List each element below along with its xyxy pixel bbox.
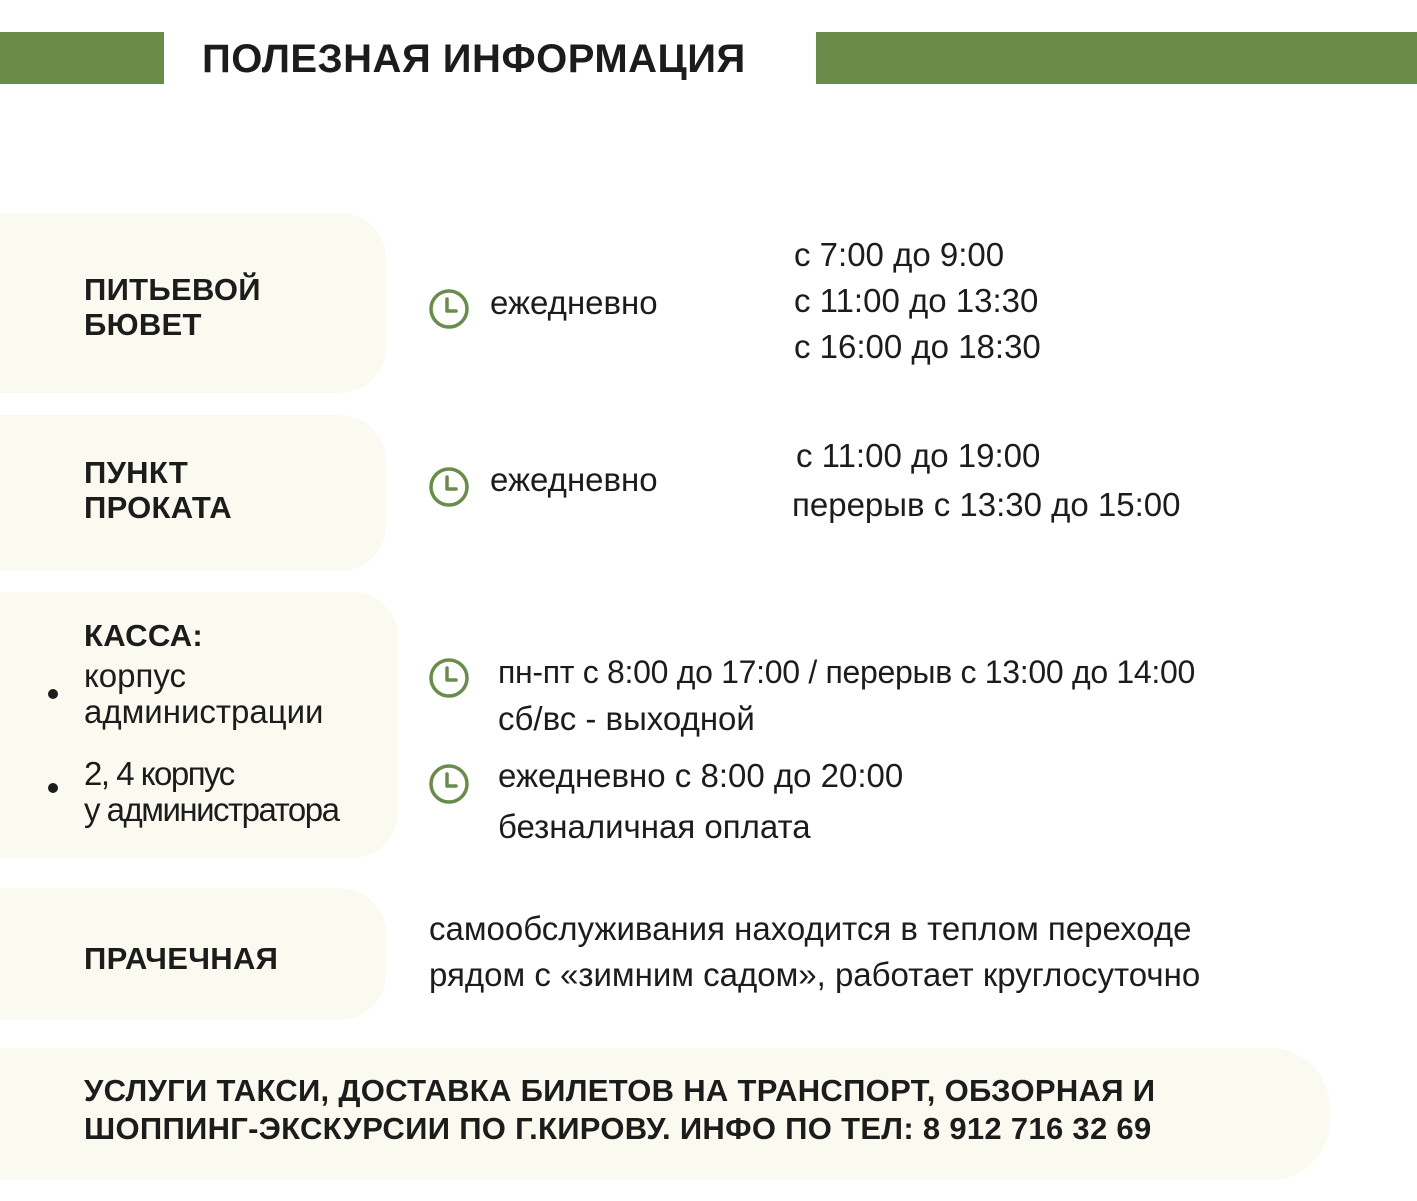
- bullet: [48, 689, 58, 699]
- fountain-time-1: с 7:00 до 9:00: [794, 236, 1005, 273]
- fountain-label-line1: ПИТЬЕВОЙ: [84, 272, 261, 307]
- laundry-text-line2: рядом с «зимним садом», работает круглосуточно: [429, 956, 1201, 993]
- fountain-time-3: с 16:00 до 18:30: [794, 328, 1041, 365]
- clock-icon: [428, 763, 470, 805]
- laundry-label: ПРАЧЕЧНАЯ: [84, 941, 279, 976]
- clock-icon: [428, 657, 470, 699]
- cashier-schedule-2-line1: ежедневно с 8:00 до 20:00: [498, 757, 904, 794]
- cashier-location-2-line1: 2, 4 корпус: [84, 755, 234, 792]
- fountain-days: ежедневно: [490, 284, 658, 321]
- footer-line2: ШОППИНГ-ЭКСКУРСИИ ПО Г.КИРОВУ. ИНФО ПО ТЕЛ: 8 912 716 32 69: [84, 1111, 1152, 1146]
- clock-icon: [428, 288, 470, 330]
- cashier-schedule-1-line2: сб/вс - выходной: [498, 700, 755, 737]
- fountain-label: [84, 272, 261, 342]
- header-bar-left: [0, 32, 164, 84]
- cashier-location-1: [84, 658, 323, 730]
- cashier-schedule-1-line1: пн-пт с 8:00 до 17:00 / перерыв с 13:00 до 14:00: [498, 654, 1196, 690]
- rental-time-1: с 11:00 до 19:00: [796, 437, 1041, 474]
- rental-label-line1: ПУНКТ: [84, 455, 189, 490]
- cashier-location-1-line2: администрации: [84, 693, 324, 730]
- header-bar-right: [816, 32, 1417, 84]
- cashier-label: КАССА:: [84, 618, 204, 653]
- footer-text: [84, 1072, 1324, 1148]
- cashier-location-2-line2: у администратора: [84, 791, 339, 828]
- footer-line1: УСЛУГИ ТАКСИ, ДОСТАВКА БИЛЕТОВ НА ТРАНСПОРТ, ОБЗОРНАЯ И: [84, 1073, 1156, 1108]
- cashier-location-1-line1: корпус: [84, 657, 187, 694]
- fountain-time-2: с 11:00 до 13:30: [794, 282, 1039, 319]
- bullet: [48, 783, 58, 793]
- rental-days: ежедневно: [490, 461, 658, 498]
- rental-label-line2: ПРОКАТА: [84, 490, 232, 525]
- rental-label: [84, 455, 232, 525]
- clock-icon: [428, 466, 470, 508]
- laundry-text-line1: самообслуживания находится в теплом переходе: [429, 910, 1192, 947]
- cashier-schedule-2-line2: безналичная оплата: [498, 808, 811, 845]
- rental-time-2: перерыв с 13:30 до 15:00: [792, 486, 1181, 523]
- cashier-location-2: [84, 756, 338, 828]
- page-title: ПОЛЕЗНАЯ ИНФОРМАЦИЯ: [202, 37, 746, 81]
- fountain-label-line2: БЮВЕТ: [84, 307, 202, 342]
